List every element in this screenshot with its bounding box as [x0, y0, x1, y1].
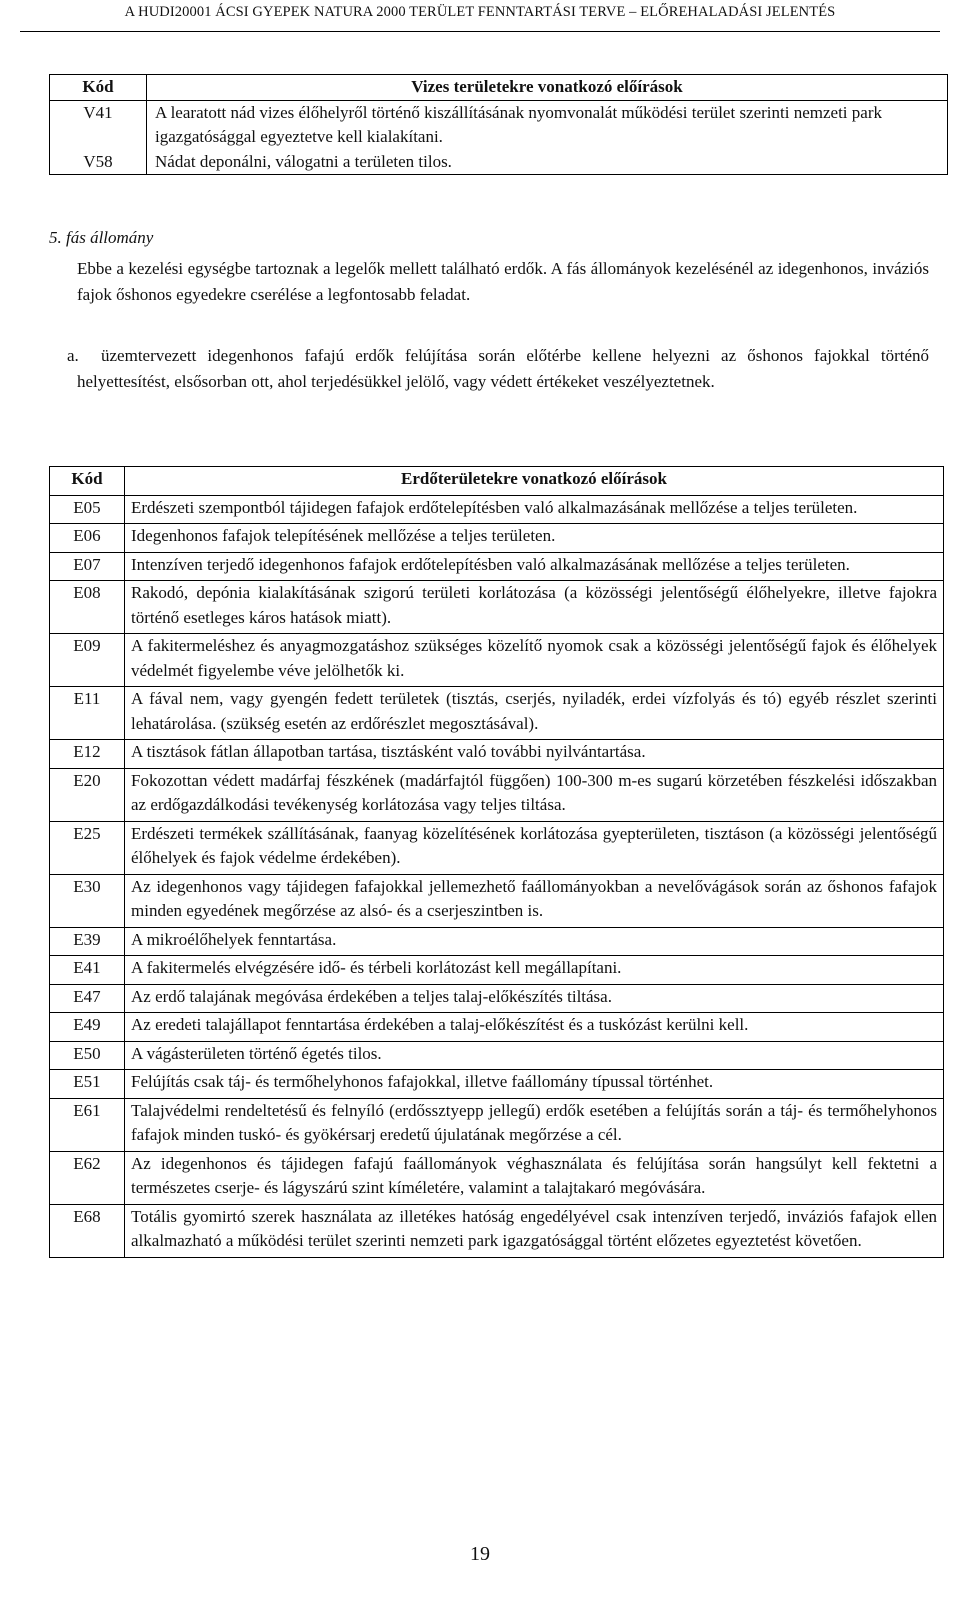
rule-text: A tisztások fátlan állapotban tartása, tisztásként való további nyilvántartása.	[125, 740, 944, 769]
rule-text: Az idegenhonos és tájidegen fafajú faállományok véghasználata és felújítása során hangsúlyt kell fektetni a természetes cserje- és lágyszárú szint kíméletére, valamint a talajtakaró megóvására.	[125, 1151, 944, 1204]
rule-code: E68	[50, 1204, 125, 1257]
rule-text: A fakitermeléshez és anyagmozgatáshoz szükséges közelítő nyomok csak a közösségi jelentőségű fajok és élőhelyek védelmét figyelembe véve jelölhetők ki.	[125, 634, 944, 687]
rule-code: E41	[50, 956, 125, 985]
table-row	[50, 984, 944, 1013]
list-marker: a.	[67, 346, 79, 365]
rule-text: A mikroélőhelyek fenntartása.	[125, 927, 944, 956]
table-row	[50, 634, 944, 687]
rule-text: Erdészeti szempontból tájidegen fafajok erdőtelepítésben való alkalmazásának mellőzése a teljes területen.	[125, 495, 944, 524]
running-header: A HUDI20001 ÁCSI GYEPEK NATURA 2000 TERÜLET FENNTARTÁSI TERVE – ELŐREHALADÁSI JELENTÉS	[124, 4, 836, 20]
table-row	[50, 552, 944, 581]
table-header-row	[50, 75, 948, 101]
rule-code: E39	[50, 927, 125, 956]
table-row	[50, 100, 948, 150]
table-row	[50, 581, 944, 634]
rule-code: V41	[50, 100, 147, 150]
rule-text: Talajvédelmi rendeltetésű és felnyíló (erdőssztyepp jellegű) erdők esetében a felújítás során a táj- és termőhelyhonos fafajok minden tuskó- és gyökérsarj eredetű újulatának megőrzése a cél.	[125, 1098, 944, 1151]
table-row	[50, 524, 944, 553]
rule-code: E20	[50, 768, 125, 821]
rule-text: A fával nem, vagy gyengén fedett területek (tisztás, cserjés, nyiladék, erdei vízfolyás és tó) egyéb részlet szerinti lehatárolása. (szükség esetén az erdőrészlet megosztásával).	[125, 687, 944, 740]
table-row	[50, 927, 944, 956]
table-header-row	[50, 467, 944, 496]
header-divider	[20, 31, 940, 32]
rule-text: Nádat deponálni, válogatni a területen tilos.	[147, 150, 948, 175]
forest-rules-table	[49, 466, 944, 1258]
rule-code: E51	[50, 1070, 125, 1099]
rule-text: Idegenhonos fafajok telepítésének mellőzése a teljes területen.	[125, 524, 944, 553]
column-header-code: Kód	[50, 75, 147, 101]
table-row	[50, 956, 944, 985]
rule-text: A vágásterületen történő égetés tilos.	[125, 1041, 944, 1070]
rule-text: A learatott nád vizes élőhelyről történő kiszállításának nyomvonalát működési terület szerinti nemzeti park igazgatósággal egyeztetve kell kialakítani.	[147, 100, 948, 150]
rule-code: E12	[50, 740, 125, 769]
table-row	[50, 874, 944, 927]
table-row	[50, 1041, 944, 1070]
rule-text: Rakodó, depónia kialakításának szigorú területi korlátozása (a közösségi jelentőségű élőhelyekre, illetve fajokra történő esetleges káros hatások miatt).	[125, 581, 944, 634]
rule-code: E50	[50, 1041, 125, 1070]
table-row	[50, 821, 944, 874]
rule-code: E47	[50, 984, 125, 1013]
rule-code: E62	[50, 1151, 125, 1204]
table-row	[50, 1070, 944, 1099]
table-row	[50, 740, 944, 769]
rule-code: V58	[50, 150, 147, 175]
rule-text: Az eredeti talajállapot fenntartása érdekében a talaj-előkészítést és a tuskózást kerülni kell.	[125, 1013, 944, 1042]
rule-code: E09	[50, 634, 125, 687]
page-number: 19	[470, 1543, 490, 1565]
table-row	[50, 495, 944, 524]
column-header-code: Kód	[50, 467, 125, 496]
section-paragraph: Ebbe a kezelési egységbe tartoznak a legelők mellett található erdők. A fás állományok kezelésénél az idegenhonos, inváziós fajok őshonos egyedekre cserélése a legfontosabb feladat.	[77, 259, 929, 304]
table-row	[50, 150, 948, 175]
rule-code: E49	[50, 1013, 125, 1042]
rule-text: Felújítás csak táj- és termőhelyhonos fafajokkal, illetve faállomány típussal történhet.	[125, 1070, 944, 1099]
rule-code: E61	[50, 1098, 125, 1151]
rule-text: Az idegenhonos vagy tájidegen fafajokkal jellemezhető faállományokban a nevelővágások során az őshonos fafajok minden egyedének megőrzése az alsó- és a cserjeszintben is.	[125, 874, 944, 927]
rule-code: E08	[50, 581, 125, 634]
rule-text: Totális gyomirtó szerek használata az illetékes hatóság engedélyével csak intenzíven terjedő, inváziós fafajok ellen alkalmazható a működési terület szerinti nemzeti park igazgatósággal történt előzetes egyeztetést követően.	[125, 1204, 944, 1257]
rule-text: A fakitermelés elvégzésére idő- és térbeli korlátozást kell megállapítani.	[125, 956, 944, 985]
rule-code: E07	[50, 552, 125, 581]
table-row	[50, 1098, 944, 1151]
rule-code: E05	[50, 495, 125, 524]
column-header-rule: Vizes területekre vonatkozó előírások	[147, 75, 948, 101]
rule-text: Az erdő talajának megóvása érdekében a teljes talaj-előkészítés tiltása.	[125, 984, 944, 1013]
rule-text: Erdészeti termékek szállításának, faanyag közelítésének korlátozása gyepterületen, tisztáson (a közösségi jelentőségű élőhelyek és fajok védelme érdekében).	[125, 821, 944, 874]
paragraph-text: üzemtervezett idegenhonos fafajú erdők felújítása során előtérbe kellene helyezni az őshonos fajokkal történő helyettesítést, elsősorban ott, ahol terjedésükkel jelölő, vagy védett értékeket veszélyeztetnek.	[77, 346, 929, 391]
table-row	[50, 1151, 944, 1204]
table-row	[50, 1204, 944, 1257]
section-paragraph-a	[67, 343, 929, 394]
section-title: 5. fás állomány	[49, 228, 154, 247]
rule-text: Fokozottan védett madárfaj fészkének (madárfajtól függően) 100-300 m-es sugarú körzetében fészkelési időszakban az erdőgazdálkodási tevékenység korlátozása vagy teljes tiltása.	[125, 768, 944, 821]
table-row	[50, 1013, 944, 1042]
table-row	[50, 768, 944, 821]
column-header-rule: Erdőterületekre vonatkozó előírások	[125, 467, 944, 496]
rule-code: E11	[50, 687, 125, 740]
rule-code: E25	[50, 821, 125, 874]
rule-text: Intenzíven terjedő idegenhonos fafajok erdőtelepítésben való alkalmazásának mellőzése a teljes területen.	[125, 552, 944, 581]
wetland-rules-table	[49, 74, 948, 175]
rule-code: E06	[50, 524, 125, 553]
table-row	[50, 687, 944, 740]
rule-code: E30	[50, 874, 125, 927]
